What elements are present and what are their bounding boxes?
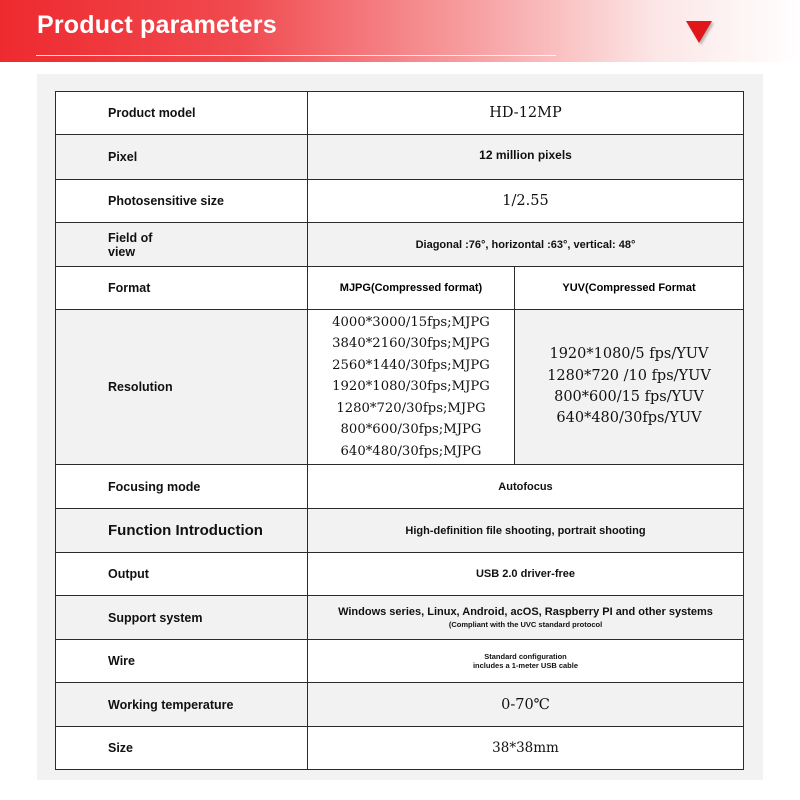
resolution-yuv-list	[547, 344, 711, 430]
header-banner	[0, 0, 800, 62]
spec-row-pixel	[55, 134, 744, 180]
spec-row-format	[55, 266, 744, 310]
resolution-item: 2560*1440/30fps;MJPG	[332, 357, 490, 373]
spec-value	[308, 596, 743, 639]
spec-label: Output	[56, 553, 308, 595]
spec-row-resolution	[55, 309, 744, 465]
format-yuv: YUV(Compressed Format	[562, 282, 696, 294]
support-system-note: (Compliant with the UVC standard protocol	[448, 620, 603, 629]
resolution-item: 640*480/30fps/YUV	[556, 410, 702, 427]
spec-label: Focusing mode	[56, 465, 308, 508]
wire-value-line: includes a 1-meter USB cable	[472, 661, 579, 670]
spec-row-focusing-mode	[55, 464, 744, 509]
resolution-item: 4000*3000/15fps;MJPG	[332, 315, 490, 331]
spec-label: Pixel	[56, 135, 308, 179]
spec-label	[56, 223, 308, 266]
spec-value: Autofocus	[498, 480, 553, 493]
spec-row-support-system	[55, 595, 744, 640]
resolution-yuv-cell	[515, 310, 743, 464]
support-system-value: Windows series, Linux, Android, acOS, Raspberry PI and other systems	[338, 606, 713, 618]
spec-row-working-temperature	[55, 682, 744, 727]
spec-value: 38*38mm	[492, 740, 559, 756]
spec-label-line: Field of	[108, 230, 153, 245]
wire-value-line: Standard configuration	[484, 652, 567, 661]
spec-value: Diagonal :76°, horizontal :63°, vertical: 48°	[415, 238, 636, 251]
spec-label: Size	[56, 727, 308, 769]
resolution-item: 1920*1080/5 fps/YUV	[549, 346, 709, 363]
triangle-down-icon	[686, 21, 712, 43]
spec-label: Support system	[56, 596, 308, 639]
resolution-item: 640*480/30fps;MJPG	[340, 443, 482, 459]
spec-label: Resolution	[56, 310, 308, 464]
resolution-mjpg-list	[332, 312, 490, 462]
spec-label: Product model	[56, 92, 308, 134]
spec-label: Format	[56, 267, 308, 309]
spec-label-line: view	[108, 244, 136, 259]
spec-row-field-of-view	[55, 222, 744, 267]
resolution-item: 3840*2160/30fps;MJPG	[332, 336, 490, 352]
spec-row-function-introduction	[55, 508, 744, 553]
header-underline	[36, 55, 556, 56]
spec-value: 1/2.55	[502, 193, 549, 209]
spec-value: 12 million pixels	[479, 148, 572, 162]
spec-row-wire	[55, 639, 744, 683]
spec-label: Photosensitive size	[56, 180, 308, 222]
resolution-item: 800*600/15 fps/YUV	[554, 389, 704, 405]
spec-row-size	[55, 726, 744, 770]
spec-label: Working temperature	[56, 683, 308, 726]
spec-row-product-model	[55, 91, 744, 135]
spec-value: HD-12MP	[489, 105, 562, 121]
resolution-item: 800*600/30fps;MJPG	[340, 422, 482, 438]
spec-label: Wire	[56, 640, 308, 682]
format-mjpg: MJPG(Compressed format)	[308, 267, 515, 309]
resolution-item: 1280*720 /10 fps/YUV	[547, 367, 711, 384]
spec-value: USB 2.0 driver-free	[475, 568, 576, 580]
spec-row-photosensitive-size	[55, 179, 744, 223]
spec-label: Function Introduction	[56, 509, 308, 552]
spec-value	[308, 640, 743, 682]
spec-row-output	[55, 552, 744, 596]
spec-value: High-definition file shooting, portrait shooting	[405, 524, 646, 537]
resolution-mjpg-cell	[308, 310, 515, 464]
page-title: Product parameters	[37, 11, 277, 39]
spec-value: 0-70℃	[501, 696, 550, 713]
resolution-item: 1920*1080/30fps;MJPG	[332, 379, 490, 395]
resolution-item: 1280*720/30fps;MJPG	[336, 400, 486, 416]
